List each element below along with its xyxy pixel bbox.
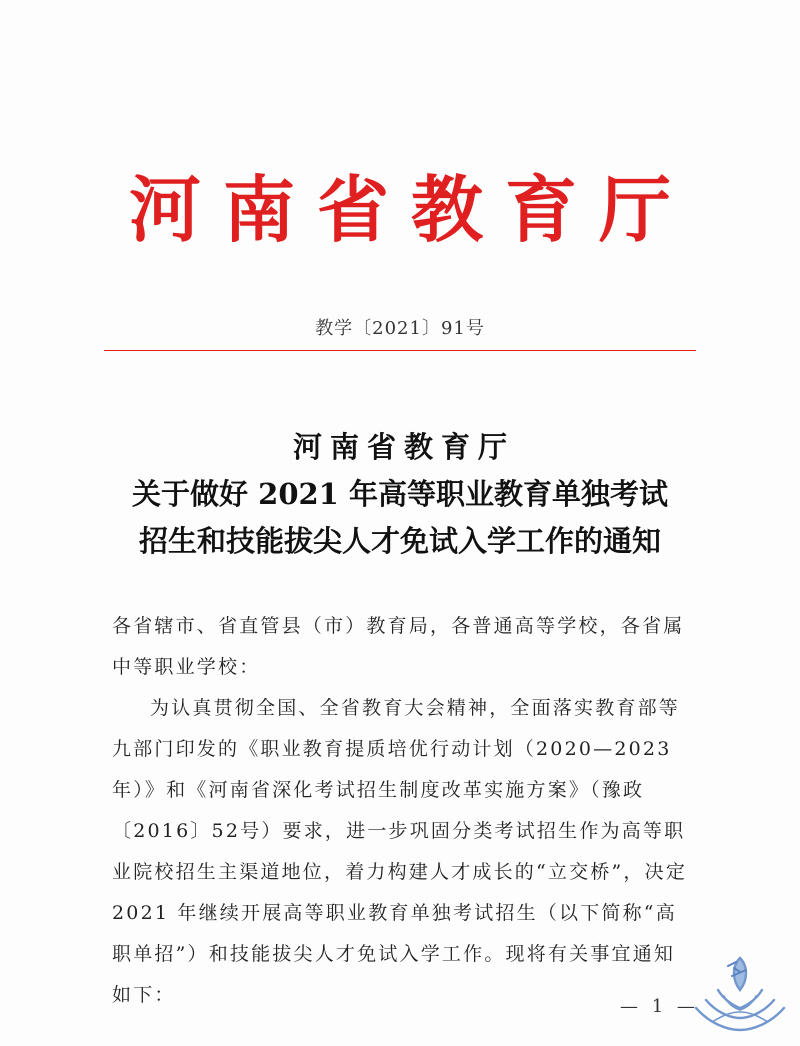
document-title — [0, 424, 800, 565]
page-number: — 1 — — [620, 996, 699, 1017]
masthead-org-name: 河南省教育厅 — [128, 168, 693, 252]
title-line-1: 河南省教育厅 — [292, 430, 515, 464]
lotus-logo-icon — [688, 950, 792, 1040]
document-number: 教学〔2021〕91号 — [315, 318, 485, 339]
salutation: 各省辖市、省直管县（市）教育局，各普通高等学校，各省属中等职业学校： — [112, 615, 685, 678]
title-line-2: 关于做好 2021 年高等职业教育单独考试 — [132, 477, 668, 511]
body-paragraph-1: 为认真贯彻全国、全省教育大会精神，全面落实教育部等九部门印发的《职业教育提质培优行动计划（2020—2023年）》和《河南省深化考试招生制度改革实施方案》（豫政〔2016〕52号）要求，进一步巩固分类考试招生作为高等职业院校招生主渠道地位，着力构建人才成长的“立交桥”，决定 2021 年继续开展高等职业教育单独考试招生（以下简称“高职单招”）和技能拔尖人才免试入学工作。现将有关事宜通知如下： — [112, 697, 688, 1006]
title-line-3: 招生和技能拔尖人才免试入学工作的通知 — [138, 524, 661, 558]
document-body — [112, 606, 692, 1016]
red-divider-line — [104, 350, 696, 351]
